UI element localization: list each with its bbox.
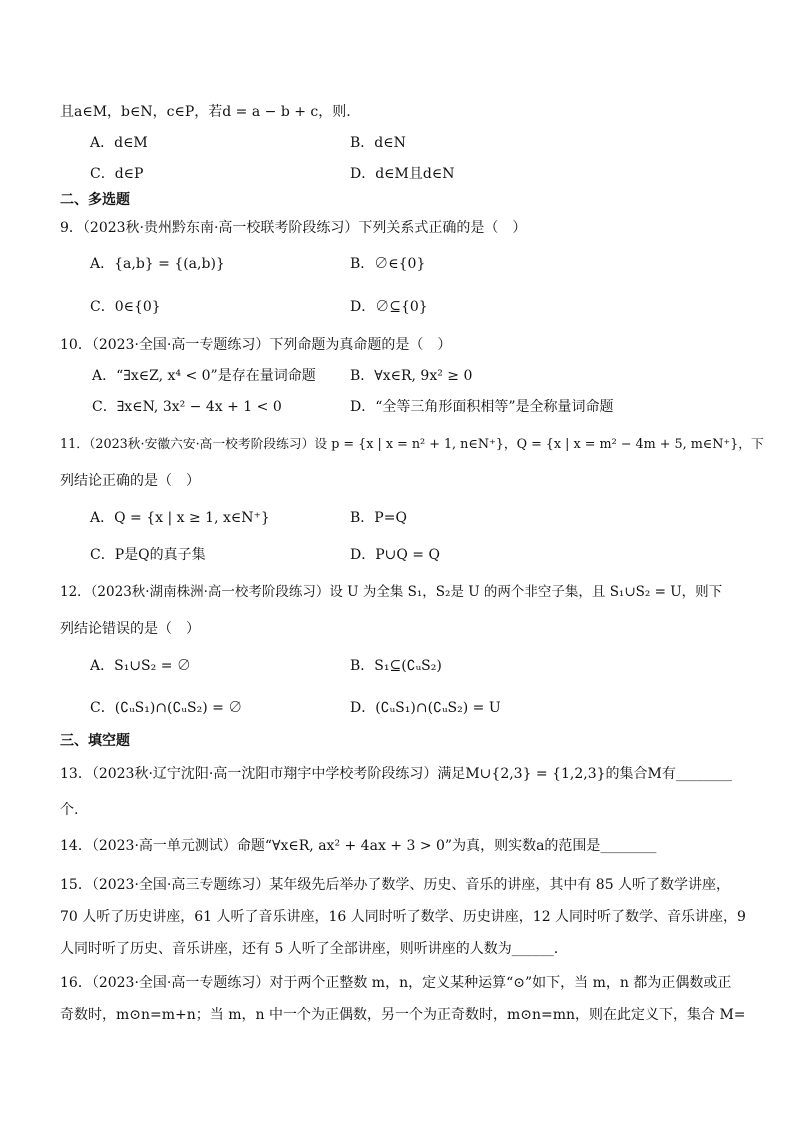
q11-stem-line1: 11．（2023秋·安徽六安·高一校考阶段练习）设 p = {x | x = n² + 1, n∈N⁺}，Q = {x | x = m² − 4m + 5, m∈N⁺}，下 [60,437,764,452]
q12-option-a: A．S₁∪S₂ = ∅ [90,658,191,674]
q10-option-a: A．“∃x∈Z, x⁴ < 0”是存在量词命题 [92,368,316,384]
q15-stem-line2: 70 人听了历史讲座，61 人听了音乐讲座，16 人同时听了数学、历史讲座，12 人同时听了数学、音乐讲座，9 [60,909,746,925]
q13-stem-line1: 13．（2023秋·辽宁沈阳·高一沈阳市翔宇中学校考阶段练习）满足M∪{2,3} = {1,2,3}的集合M有________ [60,766,732,782]
q12-stem-line2: 列结论错误的是（ ） [60,621,200,637]
q14-stem: 14．（2023·高一单元测试）命题“∀x∈R, ax² + 4ax + 3 > 0”为真，则实数a的范围是________ [60,838,657,854]
q15-stem-line1: 15．（2023·全国·高三专题练习）某年级先后举办了数学、历史、音乐的讲座，其中有 85 人听了数学讲座， [60,877,731,893]
q8-option-b: B．d∈N [350,135,406,151]
q11-stem-line2: 列结论正确的是（ ） [60,473,200,489]
q9-option-c: C．0∈{0} [90,299,161,315]
q12-option-c: C．(∁ᵤS₁)∩(∁ᵤS₂) = ∅ [90,700,243,716]
q10-option-b: B．∀x∈R, 9x² ≥ 0 [350,368,473,384]
q8-option-c: C．d∈P [90,166,144,182]
q11-option-a: A．Q = {x | x ≥ 1, x∈N⁺} [90,510,270,526]
q16-stem-line2: 奇数时，m⊙n=m+n；当 m，n 中一个为正偶数，另一个为正奇数时，m⊙n=mn，则在此定义下，集合 M= [60,1007,746,1023]
q12-stem-line1: 12．（2023秋·湖南株洲·高一校考阶段练习）设 U 为全集 S₁，S₂是 U 的两个非空子集，且 S₁∪S₂ = U，则下 [60,584,723,600]
q16-stem-line1: 16．（2023·全国·高一专题练习）对于两个正整数 m，n，定义某种运算“⊙”如下，当 m，n 都为正偶数或正 [60,975,732,991]
q9-option-d: D．∅⊆{0} [350,299,428,315]
q8-option-d: D．d∈M且d∈N [350,166,455,182]
q13-stem-line2: 个. [60,802,79,818]
section-heading-multiple-choice: 二、多选题 [60,192,130,208]
q10-stem: 10．（2023·全国·高一专题练习）下列命题为真命题的是（ ） [60,337,452,353]
q12-option-d: D．(∁ᵤS₁)∩(∁ᵤS₂) = U [350,700,501,716]
q8-stem-tail: 且a∈M，b∈N，c∈P，若d = a − b + c，则. [60,104,351,120]
q11-option-b: B．P=Q [350,510,407,526]
q9-stem: 9．（2023秋·贵州黔东南·高一校联考阶段练习）下列关系式正确的是（ ） [60,220,527,236]
q10-option-d: D．“全等三角形面积相等”是全称量词命题 [350,399,614,415]
q10-option-c: C．∃x∈N, 3x² − 4x + 1 < 0 [92,399,282,415]
q8-option-a: A．d∈M [90,135,148,151]
q15-stem-line3: 人同时听了历史、音乐讲座，还有 5 人听了全部讲座，则听讲座的人数为______. [60,941,559,957]
q12-option-b: B．S₁⊆(∁ᵤS₂) [350,658,442,674]
q11-option-c: C．P是Q的真子集 [90,547,206,563]
q9-option-b: B．∅∈{0} [350,256,426,272]
q11-option-d: D．P∪Q = Q [350,547,440,563]
q9-option-a: A．{a,b} = {(a,b)} [90,256,225,272]
section-heading-fill-in: 三、填空题 [60,733,130,749]
